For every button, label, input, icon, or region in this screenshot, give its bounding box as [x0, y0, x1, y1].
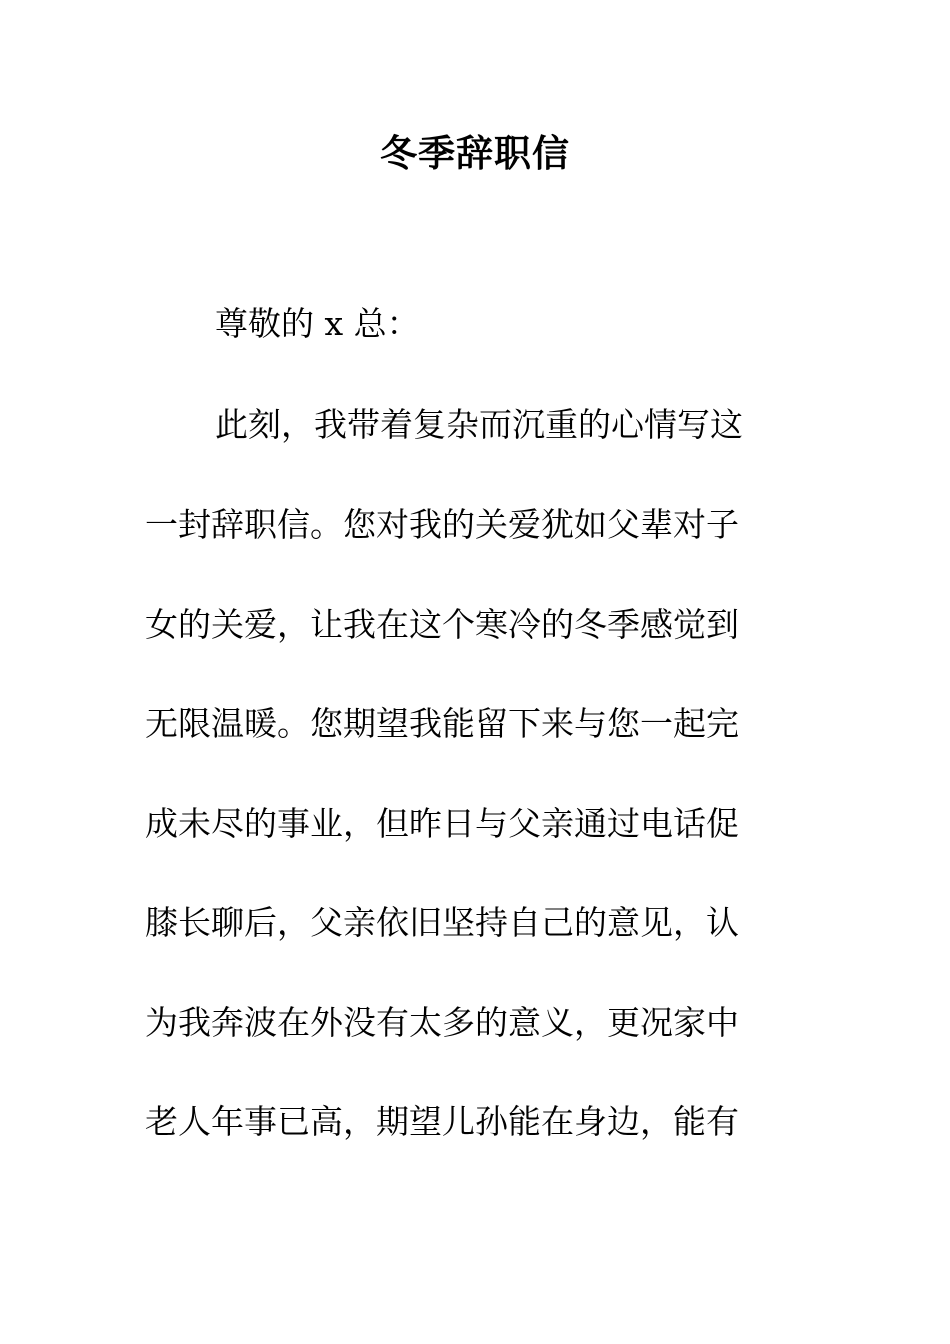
salutation: 尊敬的 x 总：	[215, 304, 420, 343]
body-line: 膝长聊后，父亲依旧坚持自己的意见，认	[145, 903, 739, 942]
body-line: 老人年事已高，期望儿孙能在身边，能有	[145, 1102, 739, 1141]
document-title: 冬季辞职信	[380, 131, 570, 175]
body-line: 为我奔波在外没有太多的意义，更况家中	[145, 1003, 739, 1042]
body-line: 成未尽的事业，但昨日与父亲通过电话促	[145, 804, 739, 843]
body-line: 一封辞职信。您对我的关爱犹如父辈对子	[145, 505, 739, 544]
body-line: 此刻，我带着复杂而沉重的心情写这	[215, 405, 743, 444]
body-line: 无限温暖。您期望我能留下来与您一起完	[145, 704, 739, 743]
body-line: 女的关爱，让我在这个寒冷的冬季感觉到	[145, 605, 739, 644]
